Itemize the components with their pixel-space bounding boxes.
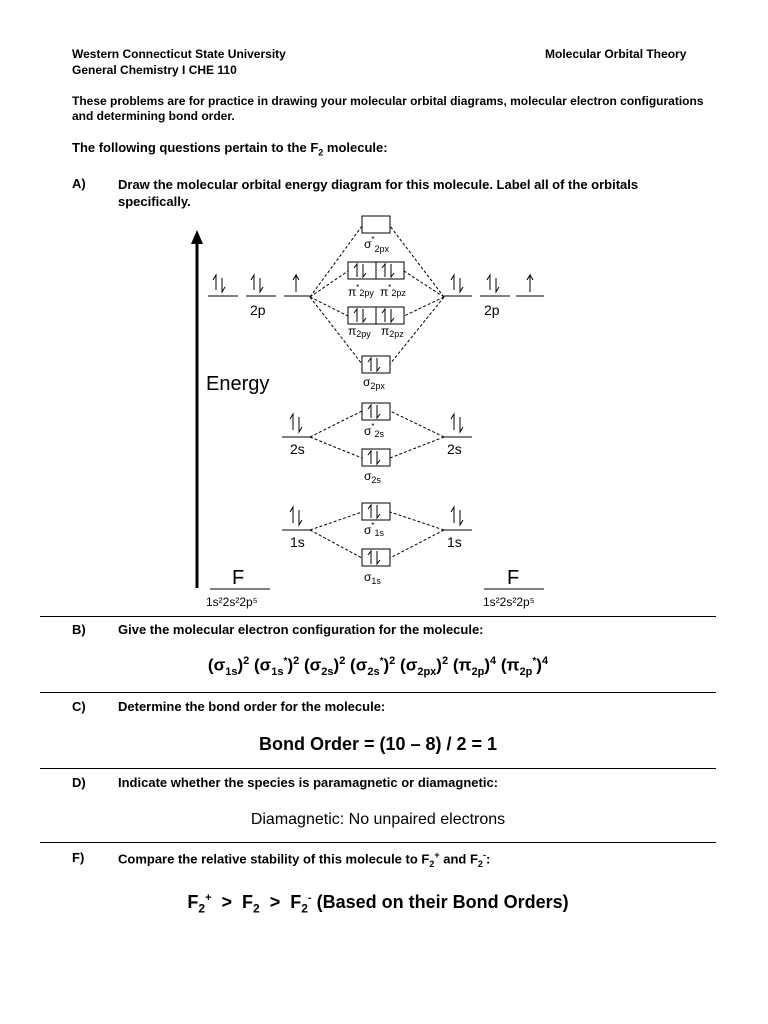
question-d-text: Indicate whether the species is paramagnetic or diamagnetic: [118,775,499,790]
right-atom-config: 1s²2s²2p⁵ [483,595,535,609]
sigma-2px-box [362,356,390,373]
sigma-star-2s-label: $\sigma^*_{2s}$ [364,422,385,439]
right-2p-orbitals [444,275,544,296]
right-1s-orbital [444,507,472,530]
left-2s-orbital [282,414,310,437]
sigma-2s-label: $\sigma_{2s}$ [364,469,381,485]
divider-f [40,842,716,843]
sigma-2s-box [362,449,390,466]
sigma-1s-label: $\sigma_{1s}$ [364,570,381,586]
question-a-text: Draw the molecular orbital energy diagram for this molecule. Label all of the orbitals specifically. [118,177,639,209]
sigma-star-1s-box [362,503,390,520]
magnetism-answer: Diamagnetic: No unpaired electrons [250,811,506,828]
sigma-star-2px-label: $\sigma^*_{2px}$ [364,235,390,254]
question-f-letter: F) [72,850,85,865]
divider-d [40,768,716,769]
stability-answer: $F_2^+ > F_2 > F_2^-$ (Based on their Bond Orders) [187,892,569,916]
intro-text: These problems are for practice in drawing your molecular orbital diagrams, molecular electron configurations and determining bond order. [72,94,704,123]
pi-2pz-box [376,307,404,324]
question-b-text: Give the molecular electron configuration for the molecule: [118,622,484,637]
electron-configuration: $(\sigma_{1s})^2$ $(\sigma_{1s}^*)^2$ $(\sigma_{2s})^2$ $(\sigma_{2s}^*)^2$ $(\sigma_{2px})^2$ $(\pi_{2p})^4$ $(\pi_{2p}^*)^4$ [207,655,549,679]
course-name: General Chemistry I CHE 110 [72,63,237,77]
pi-2pz-label: π2pz [381,324,404,339]
sigma-star-1s-label: $\sigma^*_{1s}$ [364,521,385,538]
lead-sentence: The following questions pertain to the $F_2$ molecule: [72,140,388,158]
sigma-1s-box [362,549,390,566]
question-c-letter: C) [72,699,86,714]
right-1s-label: 1s [447,534,462,550]
left-1s-label: 1s [290,534,305,550]
right-2p-label: 2p [484,302,500,318]
left-1s-orbital [282,507,310,530]
pi-star-2py-label: $\pi^*_{2py}$ [348,283,374,299]
pi-2py-label: π2py [348,324,371,339]
divider-c [40,692,716,693]
pi-2py-box [348,307,376,324]
left-2p-label: 2p [250,302,266,318]
pi-star-2pz-box [376,262,404,279]
question-f-text: Compare the relative stability of this molecule to $F_2^+$ and $F_2^-$: [118,850,491,869]
right-2s-orbital [444,414,472,437]
sigma-star-2px-box [362,216,390,233]
sigma-2px-label: $\sigma_{2px}$ [363,375,385,391]
left-2s-label: 2s [290,441,305,457]
bond-order-answer: Bond Order = (10 – 8) / 2 = 1 [258,734,498,754]
university-name: Western Connecticut State University [72,47,286,61]
left-atom-config: 1s²2s²2p⁵ [206,595,258,609]
left-2p-orbitals [208,275,310,296]
question-d-letter: D) [72,775,86,790]
energy-axis-arrowhead [191,230,203,244]
energy-label: Energy [206,373,270,395]
right-atom-label: F [507,567,520,589]
topic-title: Molecular Orbital Theory [545,47,687,61]
pi-star-2pz-label: $\pi^*_{2pz}$ [380,283,406,299]
divider-b [40,616,716,617]
pi-star-2py-box [348,262,376,279]
question-a-letter: A) [72,176,86,191]
question-b-letter: B) [72,622,86,637]
sigma-star-2s-box [362,403,390,420]
left-atom-label: F [232,567,245,589]
question-c-text: Determine the bond order for the molecule: [118,699,386,714]
right-2s-label: 2s [447,441,462,457]
